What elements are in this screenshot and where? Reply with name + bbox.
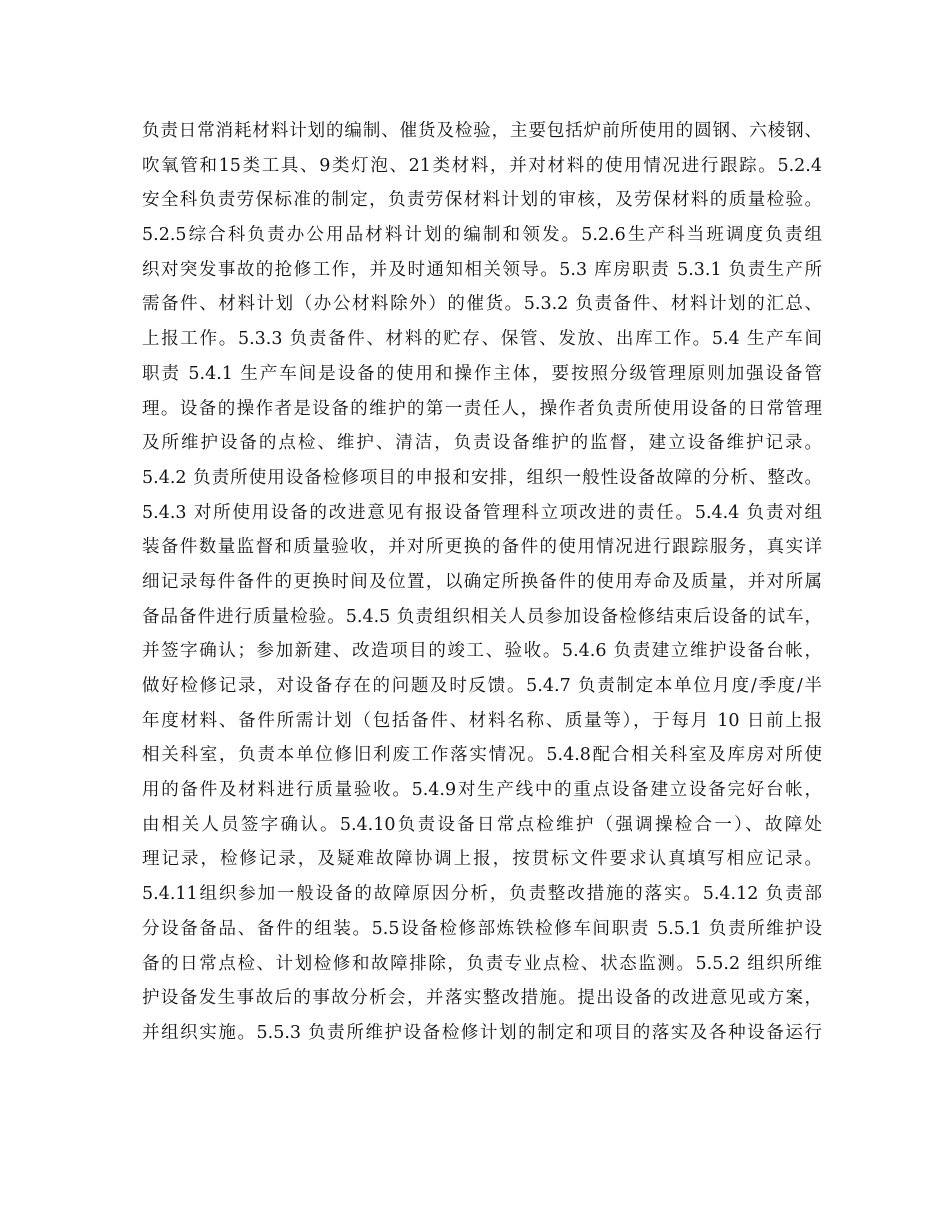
text-line: 上报工作。5.3.3 负责备件、材料的贮存、保管、发放、出库工作。5.4 生产车间 bbox=[142, 329, 822, 350]
text-line: 织对突发事故的抢修工作，并及时通知相关领导。5.3 库房职责 5.3.1 负责生产所 bbox=[142, 259, 822, 280]
text-line: 负责日常消耗材料计划的编制、催货及检验，主要包括炉前所使用的圆钢、六棱钢、 bbox=[142, 121, 822, 141]
text-line: 分设备备品、备件的组装。5.5设备检修部炼铁检修车间职责 5.5.1 负责所维护设 bbox=[142, 918, 822, 939]
text-line: 需备件、材料计划（办公材料除外）的催货。5.3.2 负责备件、材料计划的汇总、 bbox=[142, 294, 822, 315]
text-line: 年度材料、备件所需计划（包括备件、材料名称、质量等），于每月 10 日前上报 bbox=[142, 710, 822, 731]
text-line: 由相关人员签字确认。5.4.10负责设备日常点检维护（强调操检合一）、故障处 bbox=[142, 814, 822, 835]
text-line: 做好检修记录，对设备存在的问题及时反馈。5.4.7 负责制定本单位月度/季度/半 bbox=[142, 676, 822, 696]
text-line: 职责 5.4.1 生产车间是设备的使用和操作主体，要按照分级管理原则加强设备管 bbox=[142, 363, 822, 384]
text-line: 理记录，检修记录，及疑难故障协调上报，按贯标文件要求认真填写相应记录。 bbox=[142, 849, 822, 870]
text-line: 5.2.5综合科负责办公用品材料计划的编制和领发。5.2.6生产科当班调度负责组 bbox=[142, 225, 822, 246]
document-body bbox=[142, 114, 822, 1051]
text-line: 装备件数量监督和质量验收，并对所更换的备件的使用情况进行跟踪服务，真实详 bbox=[142, 537, 822, 558]
text-line: 并组织实施。5.5.3 负责所维护设备检修计划的制定和项目的落实及各种设备运行 bbox=[142, 1022, 822, 1043]
text-line: 备的日常点检、计划检修和故障排除，负责专业点检、状态监测。5.5.2 组织所维 bbox=[142, 953, 822, 974]
text-line: 细记录每件备件的更换时间及位置，以确定所换备件的使用寿命及质量，并对所属 bbox=[142, 571, 822, 592]
text-line: 5.4.11组织参加一般设备的故障原因分析，负责整改措施的落实。5.4.12 负责部 bbox=[142, 884, 822, 905]
text-line: 及所维护设备的点检、维护、清洁，负责设备维护的监督，建立设备维护记录。 bbox=[142, 433, 822, 454]
text-line: 护设备发生事故后的事故分析会，并落实整改措施。提出设备的改进意见或方案， bbox=[142, 988, 822, 1009]
text-line: 安全科负责劳保标准的制定，负责劳保材料计划的审核，及劳保材料的质量检验。 bbox=[142, 190, 822, 211]
text-line: 并签字确认；参加新建、改造项目的竣工、验收。5.4.6 负责建立维护设备台帐， bbox=[142, 641, 822, 662]
text-line: 5.4.2 负责所使用设备检修项目的申报和安排，组织一般性设备故障的分析、整改。 bbox=[142, 467, 822, 488]
text-line: 5.4.3 对所使用设备的改进意见有报设备管理科立项改进的责任。5.4.4 负责对组 bbox=[142, 502, 822, 523]
text-line: 吹氧管和15类工具、9类灯泡、21类材料，并对材料的使用情况进行跟踪。5.2.4 bbox=[142, 155, 822, 176]
text-line: 备品备件进行质量检验。5.4.5 负责组织相关人员参加设备检修结束后设备的试车， bbox=[142, 606, 822, 627]
text-line: 用的备件及材料进行质量验收。5.4.9对生产线中的重点设备建立设备完好台帐， bbox=[142, 780, 822, 801]
text-line: 相关科室，负责本单位修旧利废工作落实情况。5.4.8配合相关科室及库房对所使 bbox=[142, 745, 822, 766]
text-line: 理。设备的操作者是设备的维护的第一责任人，操作者负责所使用设备的日常管理 bbox=[142, 398, 822, 419]
